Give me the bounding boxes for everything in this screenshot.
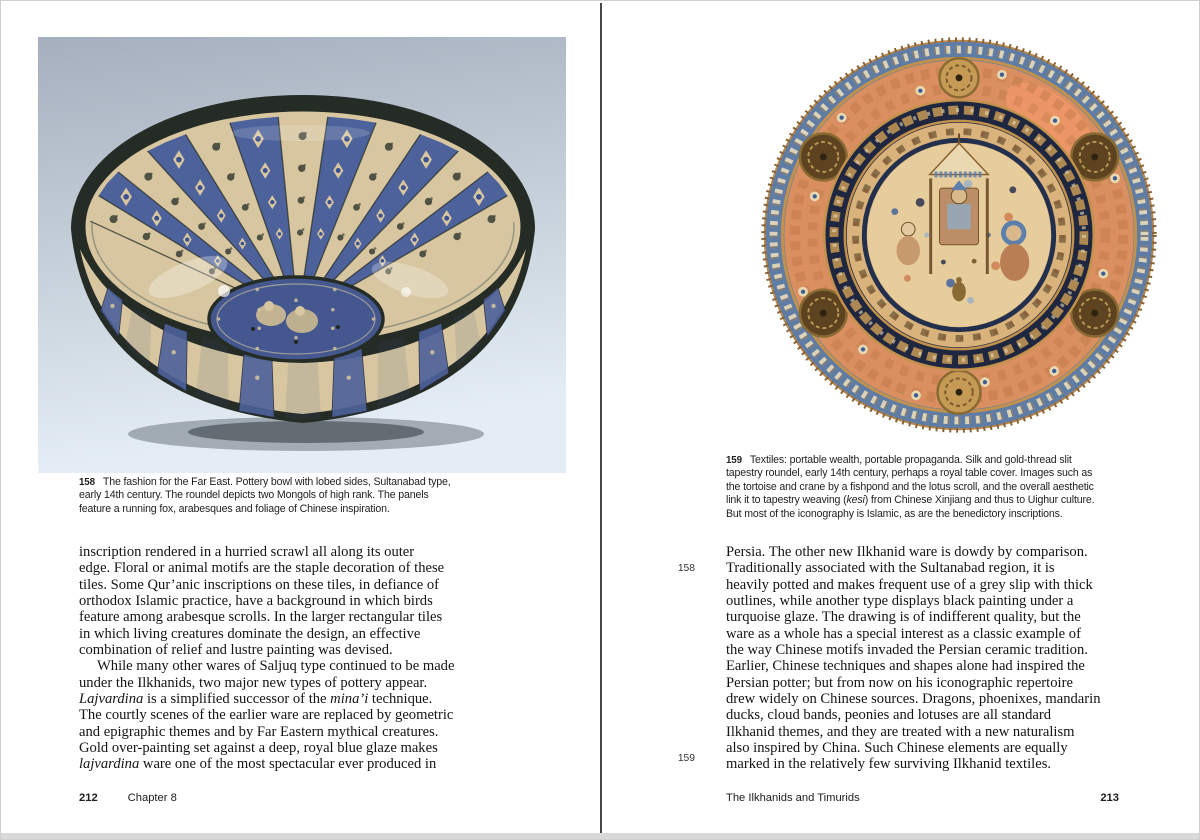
page-gutter-line: [600, 3, 602, 835]
text-line: turquoise glaze. The drawing is of indifferent quality, but the: [726, 609, 1081, 626]
text-line: Persia. The other new Ilkhanid ware is dowdy by comparison.: [726, 544, 1088, 560]
text-line: 158 The fashion for the Far East. Pottery bowl with lobed sides, Sultanabad type,: [79, 476, 451, 488]
text-line: under the Ilkhanids, two major new types of pottery appear.: [79, 674, 428, 691]
figure-159-caption: [726, 454, 1094, 521]
text-line: feature among arabesque scrolls. In the larger rectangular tiles: [79, 609, 443, 626]
text-line: ducks, cloud bands, peonies and lotuses are all standard: [726, 707, 1052, 724]
text-line: the tortoise and crane by a fishpond and the lotus scroll, and the overall aesthetic: [726, 480, 1094, 493]
text-line: lajvardina ware one of the most spectacular ever produced in: [79, 756, 437, 773]
text-line: link it to tapestry weaving (kesi) from Chinese Xinjiang and thus to Uighur culture.: [726, 494, 1095, 507]
text-line: inscription rendered in a hurried scrawl all along its outer: [79, 544, 415, 560]
text-line: tiles. Some Qur’anic inscriptions on these tiles, in defiance of: [79, 576, 440, 593]
text-line: combination of relief and lustre painting was devised.: [79, 642, 393, 659]
text-line: edge. Floral or animal motifs are the staple decoration of these: [79, 560, 445, 577]
body-text-right: [726, 544, 1126, 773]
body-text-left: [79, 544, 479, 773]
pottery-bowl-illustration: [38, 37, 566, 473]
textile-roundel-illustration: [754, 30, 1164, 440]
text-line: The courtly scenes of the earlier ware are replaced by geometric: [79, 707, 454, 724]
figure-158-caption: [79, 476, 451, 516]
text-line: tapestry roundel, early 14th century, perhaps a royal table cover. Images such as: [726, 467, 1093, 480]
text-line: Persian potter; but from now on his iconographic repertoire: [726, 674, 1073, 691]
page-number: 212: [79, 792, 98, 804]
text-line: also inspired by China. Such Chinese elements are equally: [726, 740, 1068, 757]
page-number: 213: [1100, 792, 1119, 804]
text-line: orthodox Islamic practice, have a background in which birds: [79, 593, 433, 610]
text-line: outlines, while another type displays black painting under a: [726, 593, 1074, 610]
text-line: feature a running fox, arabesques and foliage of Chinese inspiration.: [79, 502, 390, 515]
text-line: 159 Textiles: portable wealth, portable propaganda. Silk and gold-thread slit: [726, 454, 1072, 466]
figure-158-photo: [38, 37, 566, 473]
text-line: While many other wares of Saljuq type continued to be made: [97, 658, 455, 675]
text-line: the way Chinese motifs invaded the Persian ceramic tradition.: [726, 642, 1088, 659]
text-line: But most of the iconography is Islamic, as are the benedictory inscriptions.: [726, 507, 1063, 520]
text-line: in which living creatures dominate the design, an effective: [79, 625, 421, 642]
text-line: ware as a whole has a special interest as a classic example of: [726, 625, 1081, 642]
text-line: and epigraphic themes and by Far Eastern mythical creatures.: [79, 723, 439, 740]
text-line: Traditionally associated with the Sultanabad region, it is: [726, 560, 1055, 577]
text-line: Ilkhanid themes, and they are treated with a new naturalism: [726, 723, 1075, 740]
text-line: Earlier, Chinese techniques and shapes alone had inspired the: [726, 658, 1085, 675]
text-line: marked in the relatively few surviving Ilkhanid textiles.: [726, 756, 1052, 773]
text-line: Lajvardina is a simplified successor of the mina’i technique.: [79, 691, 433, 708]
running-head: The Ilkhanids and Timurids: [726, 792, 860, 804]
text-line: drew widely on Chinese sources. Dragons, phoenixes, mandarin: [726, 691, 1101, 708]
margin-ref-159: 159: [677, 753, 695, 764]
text-line: heavily potted and makes frequent use of a grey slip with thick: [726, 576, 1093, 593]
bowl-center-medallion: [209, 277, 383, 361]
page-bottom-edge: [1, 833, 1200, 839]
margin-ref-158: 158: [677, 563, 695, 574]
footer-left: [79, 792, 177, 804]
chapter-label: Chapter 8: [127, 792, 177, 804]
text-line: early 14th century. The roundel depicts two Mongols of high rank. The panels: [79, 489, 429, 502]
figure-159-photo: [754, 30, 1164, 440]
text-line: Gold over-painting set against a deep, royal blue glaze makes: [79, 740, 438, 757]
